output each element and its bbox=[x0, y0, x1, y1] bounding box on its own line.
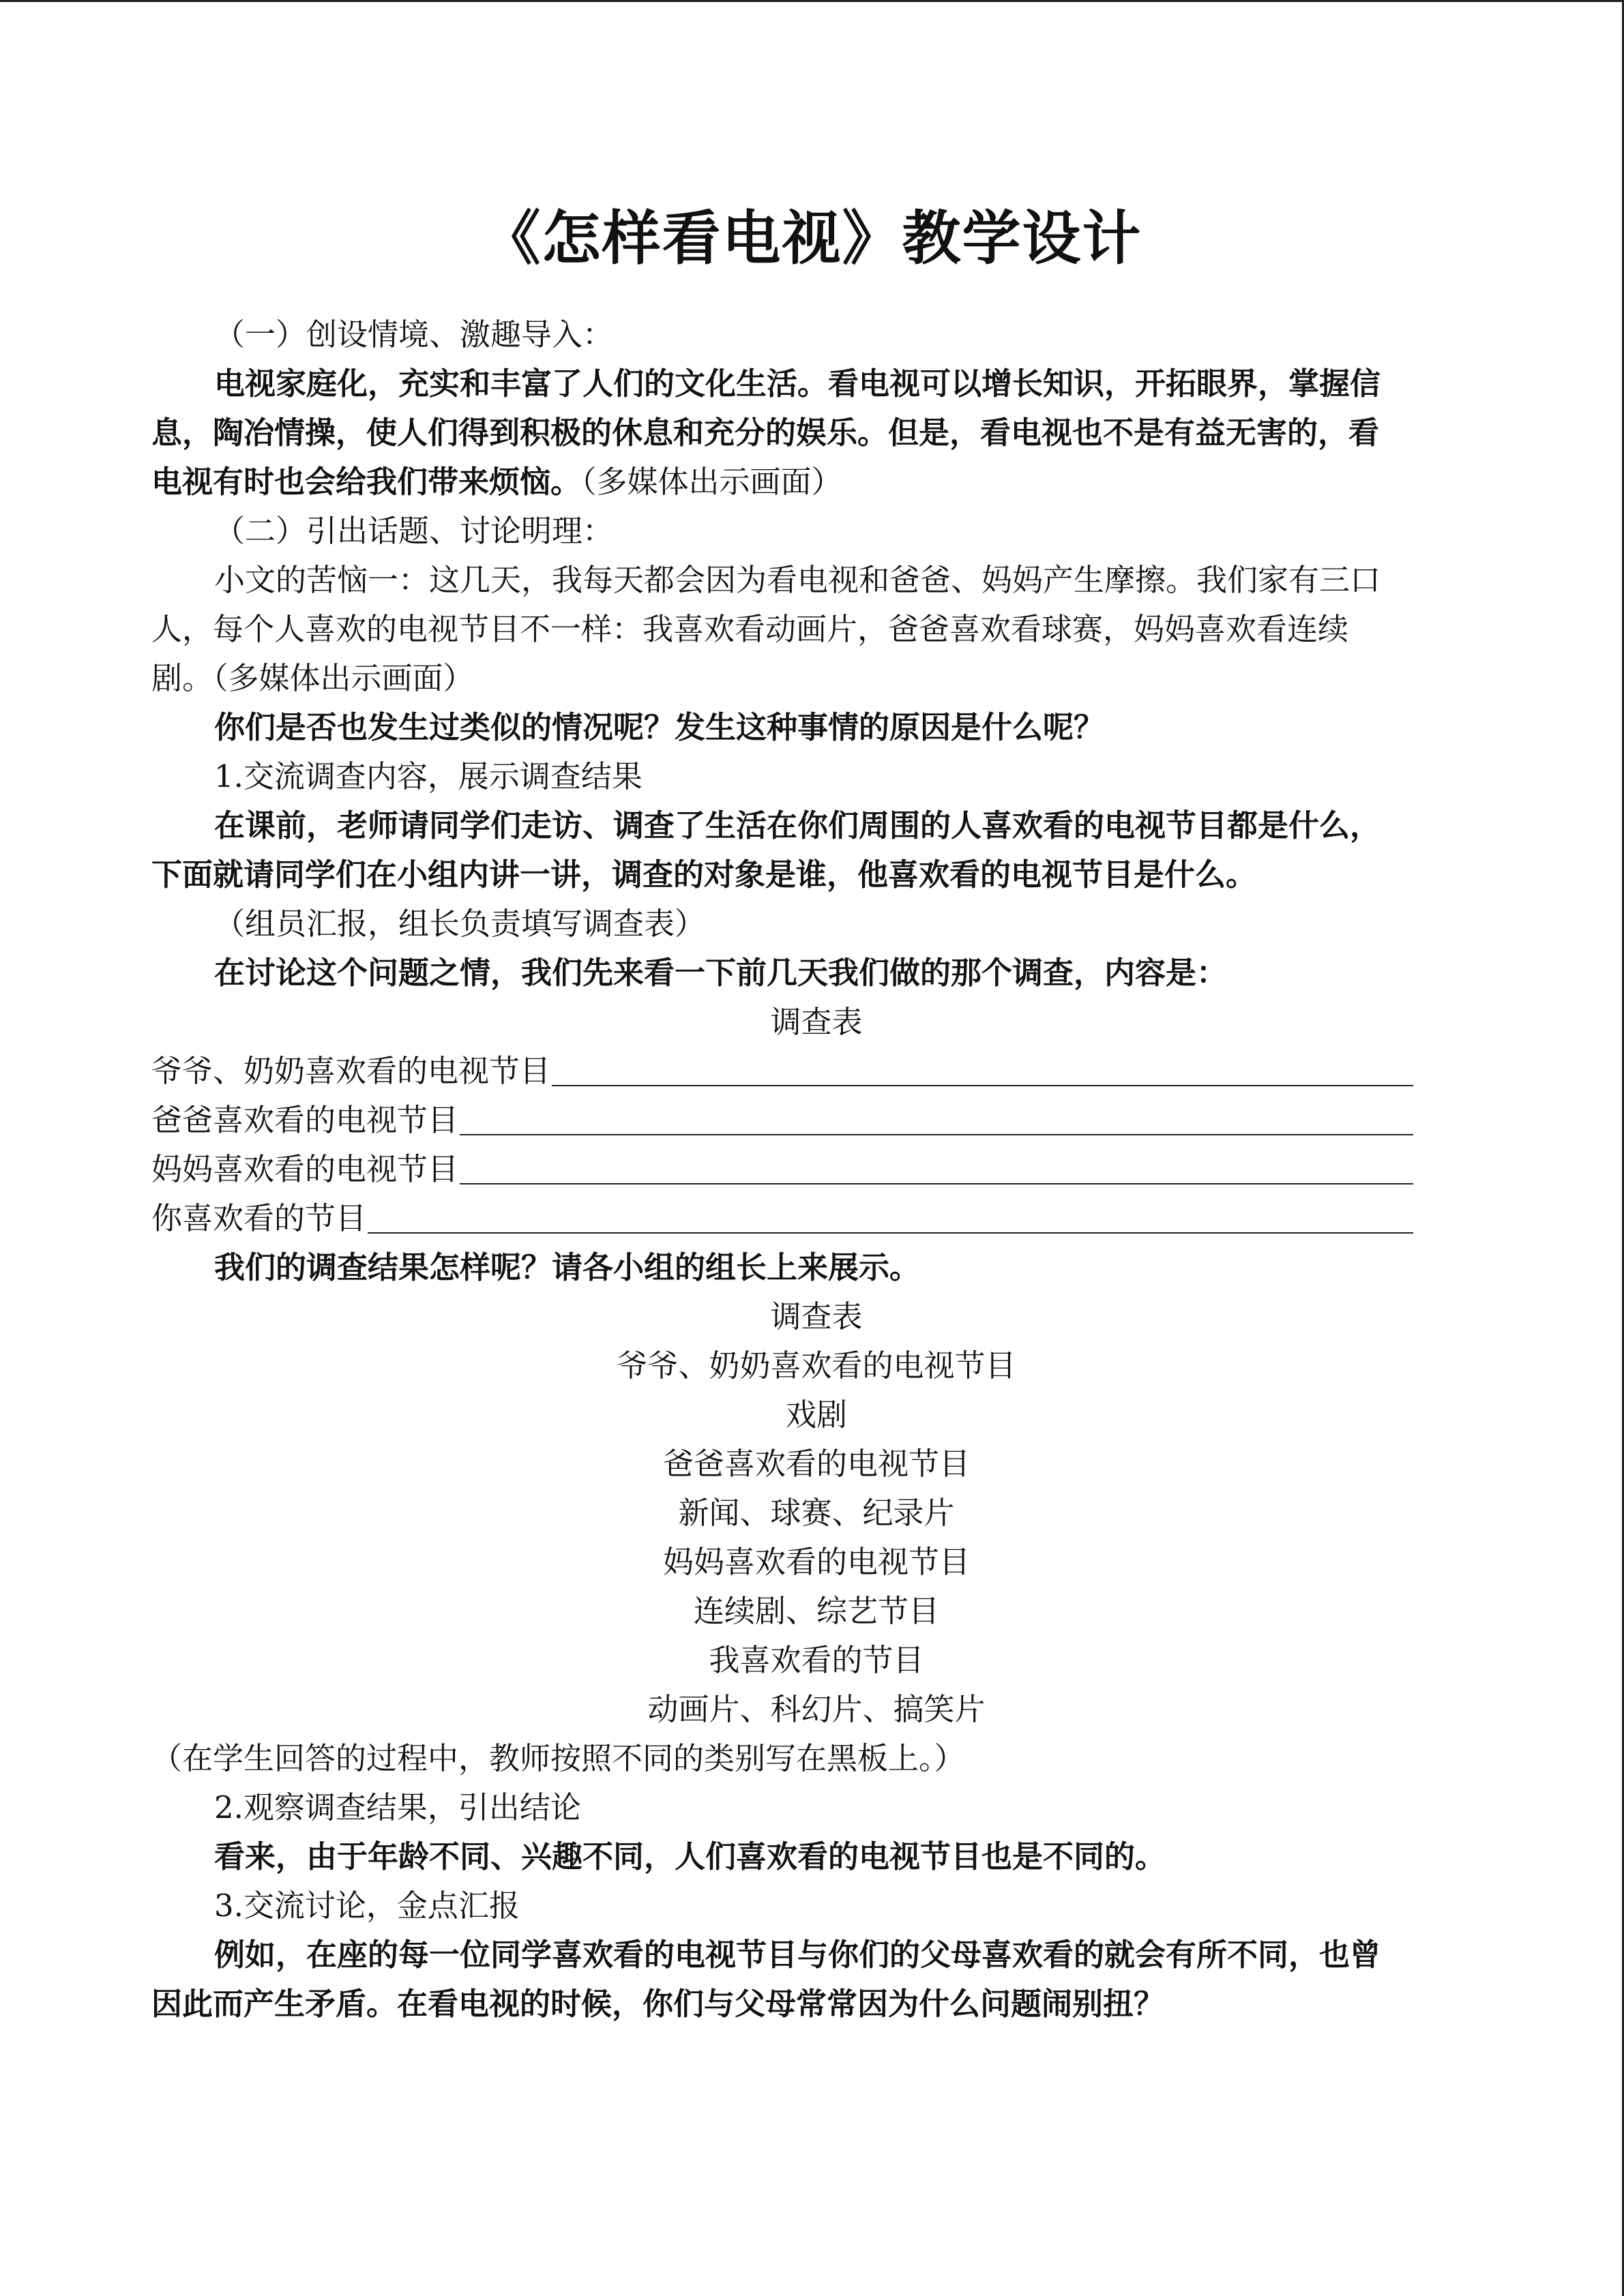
paragraph-line: 人，每个人喜欢的电视节目不一样：我喜欢看动画片，爸爸喜欢看球赛，妈妈喜欢看连续 bbox=[151, 611, 1349, 647]
paragraph-line: 下面就请同学们在小组内讲一讲，调查的对象是谁，他喜欢看的电视节目是什么。 bbox=[151, 856, 1257, 893]
result-question: 爸爸喜欢看的电视节目 bbox=[662, 1446, 970, 1482]
section-heading-1: （一）创设情境、激趣导入： bbox=[214, 316, 614, 353]
survey-row bbox=[151, 1096, 1413, 1145]
page-border-top bbox=[0, 0, 1624, 2]
survey-question: 妈妈喜欢看的电视节目 bbox=[151, 1151, 459, 1187]
result-table-title: 调查表 bbox=[770, 1298, 863, 1335]
survey-row bbox=[151, 1145, 1413, 1194]
result-answer: 新闻、球赛、纪录片 bbox=[678, 1495, 955, 1531]
result-question: 妈妈喜欢看的电视节目 bbox=[662, 1544, 970, 1580]
result-answer: 连续剧、综艺节目 bbox=[693, 1593, 939, 1629]
survey-question: 爸爸喜欢看的电视节目 bbox=[151, 1102, 459, 1138]
survey-question: 你喜欢看的节目 bbox=[151, 1200, 367, 1236]
note-line: （组员汇报，组长负责填写调查表） bbox=[214, 906, 706, 942]
paragraph-line: 剧。（多媒体出示画面） bbox=[151, 660, 474, 696]
step-heading-3: 3.交流讨论，金点汇报 bbox=[214, 1888, 520, 1924]
document-title: 《怎样看电视》教学设计 bbox=[482, 205, 1142, 273]
result-question: 我喜欢看的节目 bbox=[709, 1642, 924, 1678]
step-heading-1: 1.交流调查内容，展示调查结果 bbox=[214, 758, 643, 794]
question-line: 你们是否也发生过类似的情况呢？发生这种事情的原因是什么呢？ bbox=[214, 709, 1105, 745]
fill-in-blank bbox=[460, 1134, 1413, 1135]
survey-row bbox=[151, 1047, 1413, 1096]
paragraph-line: 息，陶冶情操，使人们得到积极的休息和充分的娱乐。但是，看电视也不是有益无害的，看 bbox=[151, 415, 1380, 451]
result-answer: 戏剧 bbox=[785, 1397, 847, 1433]
survey-row bbox=[151, 1194, 1413, 1243]
paragraph-line bbox=[151, 458, 1481, 507]
result-answer: 动画片、科幻片、搞笑片 bbox=[647, 1691, 986, 1727]
survey-question: 爷爷、奶奶喜欢看的电视节目 bbox=[151, 1053, 551, 1089]
fill-in-blank bbox=[552, 1085, 1413, 1086]
paragraph-line: 我们的调查结果怎样呢？请各小组的组长上来展示。 bbox=[214, 1249, 921, 1285]
fill-in-blank bbox=[460, 1183, 1413, 1184]
paragraph-line: 电视家庭化，充实和丰富了人们的文化生活。看电视可以增长知识，开拓眼界，掌握信 bbox=[214, 366, 1381, 402]
paragraph-line: 在讨论这个问题之情，我们先来看一下前几天我们做的那个调查，内容是： bbox=[214, 955, 1228, 991]
paragraph-line: 例如，在座的每一位同学喜欢看的电视节目与你们的父母喜欢看的就会有所不同，也曾 bbox=[214, 1937, 1381, 1973]
paragraph-text-bold: 电视有时也会给我们带来烦恼。 bbox=[151, 464, 582, 500]
paragraph-line: 看来，由于年龄不同、兴趣不同，人们喜欢看的电视节目也是不同的。 bbox=[214, 1838, 1166, 1875]
paragraph-line: 因此而产生矛盾。在看电视的时候，你们与父母常常因为什么问题闹别扭？ bbox=[151, 1986, 1165, 2022]
document-body bbox=[151, 310, 1481, 2029]
result-question: 爷爷、奶奶喜欢看的电视节目 bbox=[617, 1347, 1016, 1384]
paragraph-text-note: （多媒体出示画面） bbox=[581, 464, 842, 500]
step-heading-2: 2.观察调查结果，引出结论 bbox=[214, 1789, 581, 1825]
note-line: （在学生回答的过程中，教师按照不同的类别写在黑板上。） bbox=[151, 1740, 965, 1776]
fill-in-blank bbox=[368, 1232, 1413, 1234]
survey-form-title: 调查表 bbox=[770, 1004, 863, 1040]
paragraph-line: 在课前，老师请同学们走访、调查了生活在你们周围的人喜欢看的电视节目都是什么， bbox=[214, 807, 1381, 844]
paragraph-line: 小文的苦恼一：这几天，我每天都会因为看电视和爸爸、妈妈产生摩擦。我们家有三口 bbox=[214, 562, 1381, 598]
section-heading-2: （二）引出话题、讨论明理： bbox=[214, 513, 614, 549]
